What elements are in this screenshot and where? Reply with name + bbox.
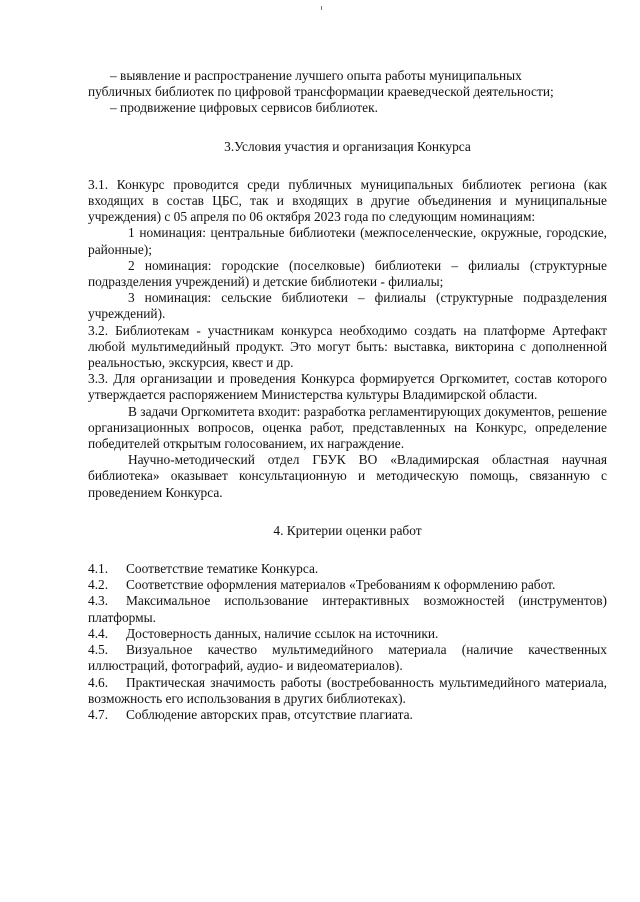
- criterion-item: [88, 642, 607, 674]
- criterion-number: 4.2.: [88, 577, 109, 593]
- criterion-text: Соблюдение авторских прав, отсутствие плагиата.: [126, 706, 413, 722]
- bullet-item-1-continuation: публичных библиотек по цифровой трансформации краеведческой деятельности;: [88, 84, 554, 100]
- criterion-item: [88, 675, 607, 707]
- nomination-3: 3 номинация: сельские библиотеки – филиалы (структурные подразделения учреждений).: [88, 290, 607, 322]
- criterion-item: [88, 593, 607, 625]
- section-4-title: 4. Критерии оценки работ: [273, 522, 422, 538]
- bullet-1-line1: – выявление и распространение лучшего опыта работы муниципальных: [110, 68, 522, 83]
- criterion-text: Соответствие оформления материалов «Требованиям к оформлению работ.: [126, 577, 556, 593]
- nomination-2: 2 номинация: городские (поселковые) библиотеки – филиалы (структурные подразделения учреждений) и детские библиотеки - филиалы;: [88, 257, 607, 290]
- nomination-1: 1 номинация: центральные библиотеки (межпоселенческие, окружные, городские, районные);: [88, 225, 607, 257]
- criterion-number: 4.5.: [88, 642, 109, 658]
- paragraph-3-1: 3.1. Конкурс проводится среди публичных муниципальных библиотек региона (как входящих в состав ЦБС, так и входящих в другие объединения и муниципальные учреждения) с 05 апреля по 06 октября 2023 года по следующим номинациям:: [88, 176, 607, 225]
- bullet-item-1: [110, 68, 607, 84]
- criterion-number: 4.1.: [88, 561, 109, 577]
- criterion-number: 4.3.: [88, 593, 109, 609]
- paragraph-methodical-help: Научно-методический отдел ГБУК ВО «Владимирская областная научная библиотека» оказывает консультационную и методическую помощь, связанную с проведением Конкурса.: [88, 452, 607, 500]
- paragraph-3-3: 3.3. Для организации и проведения Конкурса формируется Оргкомитет, состав которого утверждается распоряжением Министерства культуры Владимирской области.: [88, 371, 607, 403]
- criterion-number: 4.6.: [88, 674, 109, 690]
- paragraph-3-2: 3.2. Библиотекам - участникам конкурса необходимо создать на платформе Артефакт любой мультимедийный продукт. Это могут быть: выставка, викторина с дополненной реальностью, экскурсия, квест и др.: [88, 322, 607, 371]
- criterion-text: Соответствие тематике Конкурса.: [126, 561, 319, 577]
- criteria-list: [88, 561, 607, 723]
- paragraph-committee-tasks: В задачи Оргкомитета входит: разработка регламентирующих документов, решение организационных вопросов, оценка работ, представленных на Конкурс, определение победителей открытым голосованием, их награждение.: [88, 403, 607, 452]
- criterion-text: Практическая значимость работы (востребованность мультимедийного материала, возможность его использования в других библиотеках).: [88, 674, 607, 706]
- criterion-item: [88, 626, 607, 642]
- criterion-text: Визуальное качество мультимедийного материала (наличие качественных иллюстраций, фотографий, аудио- и видеоматериалов).: [88, 642, 607, 674]
- criterion-text: Максимальное использование интерактивных возможностей (инструментов) платформы.: [88, 593, 607, 625]
- criterion-number: 4.7.: [88, 706, 109, 722]
- criterion-text: Достоверность данных, наличие ссылок на источники.: [126, 625, 439, 641]
- bullet-item-2: – продвижение цифровых сервисов библиотек.: [110, 100, 378, 116]
- criterion-item: [88, 577, 607, 593]
- section-3-title: 3.Условия участия и организация Конкурса: [224, 138, 471, 154]
- scan-mark: [321, 6, 322, 10]
- document-body: [88, 68, 607, 723]
- criterion-item: [88, 561, 607, 577]
- criterion-number: 4.4.: [88, 625, 109, 641]
- criterion-item: [88, 707, 607, 723]
